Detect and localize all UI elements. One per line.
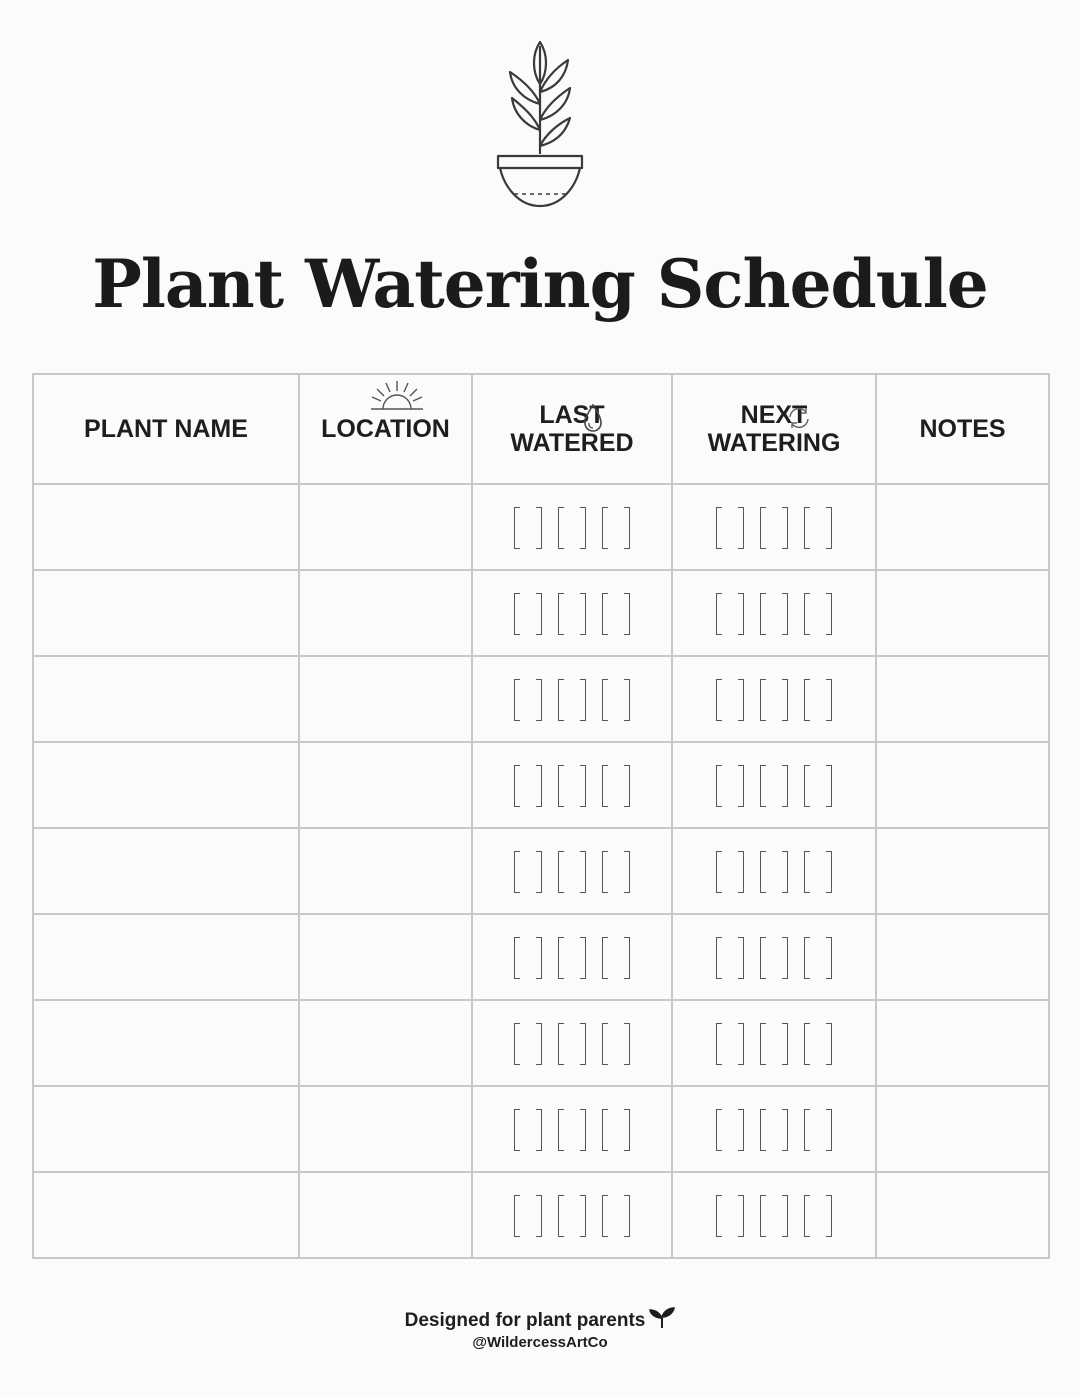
date-box[interactable] — [798, 851, 838, 891]
table-row — [33, 484, 1049, 570]
notes-cell[interactable] — [876, 914, 1049, 1000]
location-cell[interactable] — [299, 1172, 472, 1258]
date-box[interactable] — [798, 1023, 838, 1063]
date-boxes — [473, 657, 671, 741]
location-cell[interactable] — [299, 828, 472, 914]
notes-cell[interactable] — [876, 1086, 1049, 1172]
plant-name-cell[interactable] — [33, 742, 299, 828]
plant-name-cell[interactable] — [33, 828, 299, 914]
date-box[interactable] — [596, 679, 636, 719]
page-title: Plant Watering Schedule — [92, 245, 988, 323]
last-watered-cell[interactable] — [472, 1000, 672, 1086]
table-row — [33, 1086, 1049, 1172]
date-box[interactable] — [508, 1023, 548, 1063]
sprout-icon — [649, 1306, 675, 1330]
date-box[interactable] — [508, 1195, 548, 1235]
notes-cell[interactable] — [876, 742, 1049, 828]
date-box[interactable] — [754, 937, 794, 977]
location-cell[interactable] — [299, 914, 472, 1000]
date-boxes — [673, 915, 875, 999]
table-row — [33, 656, 1049, 742]
date-box[interactable] — [798, 1109, 838, 1149]
column-header-plant-name: PLANT NAME — [33, 374, 299, 484]
date-boxes — [673, 1173, 875, 1257]
date-box[interactable] — [596, 1195, 636, 1235]
date-box[interactable] — [754, 765, 794, 805]
table-row — [33, 914, 1049, 1000]
date-boxes — [473, 1087, 671, 1171]
next-watering-cell[interactable] — [672, 484, 876, 570]
location-cell[interactable] — [299, 1086, 472, 1172]
date-boxes — [673, 571, 875, 655]
date-box[interactable] — [798, 679, 838, 719]
date-box[interactable] — [754, 1195, 794, 1235]
next-watering-cell[interactable] — [672, 656, 876, 742]
water-drop-icon — [582, 403, 604, 433]
last-watered-cell[interactable] — [472, 484, 672, 570]
date-box[interactable] — [754, 507, 794, 547]
watering-schedule-table — [32, 373, 1050, 1259]
notes-cell[interactable] — [876, 656, 1049, 742]
date-box[interactable] — [754, 679, 794, 719]
date-box[interactable] — [596, 851, 636, 891]
date-box[interactable] — [754, 1109, 794, 1149]
date-box[interactable] — [798, 1195, 838, 1235]
notes-cell[interactable] — [876, 484, 1049, 570]
last-watered-cell[interactable] — [472, 1172, 672, 1258]
date-box[interactable] — [552, 1023, 592, 1063]
plant-name-cell[interactable] — [33, 1172, 299, 1258]
column-header-notes: NOTES — [876, 374, 1049, 484]
date-boxes — [473, 743, 671, 827]
date-box[interactable] — [596, 937, 636, 977]
date-box[interactable] — [754, 593, 794, 633]
date-box[interactable] — [552, 507, 592, 547]
date-box[interactable] — [508, 1109, 548, 1149]
date-box[interactable] — [710, 1023, 750, 1063]
date-box[interactable] — [710, 679, 750, 719]
column-header-next-watering: NEXT WATERING — [672, 374, 876, 484]
date-box[interactable] — [798, 765, 838, 805]
date-box[interactable] — [552, 593, 592, 633]
date-box[interactable] — [754, 851, 794, 891]
plant-name-cell[interactable] — [33, 570, 299, 656]
date-box[interactable] — [710, 851, 750, 891]
location-cell[interactable] — [299, 742, 472, 828]
date-box[interactable] — [552, 851, 592, 891]
footer-tagline: Designed for plant parents — [0, 1306, 1080, 1332]
date-box[interactable] — [710, 593, 750, 633]
next-watering-cell[interactable] — [672, 1086, 876, 1172]
location-cell[interactable] — [299, 570, 472, 656]
date-box[interactable] — [552, 765, 592, 805]
plant-name-cell[interactable] — [33, 1000, 299, 1086]
date-box[interactable] — [798, 507, 838, 547]
date-box[interactable] — [596, 765, 636, 805]
table-header-row — [33, 374, 1049, 484]
next-watering-cell[interactable] — [672, 1000, 876, 1086]
location-cell[interactable] — [299, 484, 472, 570]
date-box[interactable] — [552, 679, 592, 719]
date-box[interactable] — [552, 1109, 592, 1149]
date-box[interactable] — [710, 507, 750, 547]
date-boxes — [673, 743, 875, 827]
date-boxes — [673, 829, 875, 913]
date-box[interactable] — [508, 851, 548, 891]
date-boxes — [673, 485, 875, 569]
plant-name-cell[interactable] — [33, 914, 299, 1000]
date-boxes — [473, 571, 671, 655]
plant-name-cell[interactable] — [33, 484, 299, 570]
notes-cell[interactable] — [876, 1000, 1049, 1086]
column-header-location: LOCATION — [299, 374, 472, 484]
next-watering-cell[interactable] — [672, 1172, 876, 1258]
refresh-cycle-icon — [786, 405, 812, 431]
table-row — [33, 742, 1049, 828]
date-box[interactable] — [596, 1023, 636, 1063]
next-watering-cell[interactable] — [672, 570, 876, 656]
date-box[interactable] — [754, 1023, 794, 1063]
sun-icon — [365, 379, 429, 413]
potted-plant-logo-icon — [490, 36, 590, 212]
date-box[interactable] — [552, 1195, 592, 1235]
table-row — [33, 1000, 1049, 1086]
date-box[interactable] — [508, 679, 548, 719]
date-box[interactable] — [552, 937, 592, 977]
notes-cell[interactable] — [876, 828, 1049, 914]
date-boxes — [473, 485, 671, 569]
date-boxes — [473, 915, 671, 999]
date-box[interactable] — [596, 507, 636, 547]
next-watering-cell[interactable] — [672, 742, 876, 828]
date-box[interactable] — [798, 937, 838, 977]
plant-name-cell[interactable] — [33, 1086, 299, 1172]
date-box[interactable] — [798, 593, 838, 633]
column-header-last-watered: LAST WATERED — [472, 374, 672, 484]
table-row — [33, 828, 1049, 914]
last-watered-cell[interactable] — [472, 1086, 672, 1172]
date-box[interactable] — [710, 937, 750, 977]
last-watered-cell[interactable] — [472, 914, 672, 1000]
table-row — [33, 570, 1049, 656]
notes-cell[interactable] — [876, 1172, 1049, 1258]
plant-name-cell[interactable] — [33, 656, 299, 742]
date-box[interactable] — [710, 1195, 750, 1235]
date-boxes — [473, 829, 671, 913]
date-box[interactable] — [508, 593, 548, 633]
location-cell[interactable] — [299, 656, 472, 742]
table-row — [33, 1172, 1049, 1258]
next-watering-cell[interactable] — [672, 914, 876, 1000]
location-cell[interactable] — [299, 1000, 472, 1086]
next-watering-cell[interactable] — [672, 828, 876, 914]
date-box[interactable] — [508, 507, 548, 547]
date-boxes — [673, 1087, 875, 1171]
date-box[interactable] — [710, 765, 750, 805]
last-watered-cell[interactable] — [472, 742, 672, 828]
date-boxes — [473, 1173, 671, 1257]
notes-cell[interactable] — [876, 570, 1049, 656]
last-watered-cell[interactable] — [472, 656, 672, 742]
date-box[interactable] — [508, 937, 548, 977]
date-box[interactable] — [710, 1109, 750, 1149]
date-boxes — [673, 1001, 875, 1085]
date-box[interactable] — [596, 593, 636, 633]
last-watered-cell[interactable] — [472, 570, 672, 656]
last-watered-cell[interactable] — [472, 828, 672, 914]
date-boxes — [473, 1001, 671, 1085]
date-boxes — [673, 657, 875, 741]
date-box[interactable] — [508, 765, 548, 805]
date-box[interactable] — [596, 1109, 636, 1149]
footer-handle: @WildercessArtCo — [472, 1334, 608, 1351]
